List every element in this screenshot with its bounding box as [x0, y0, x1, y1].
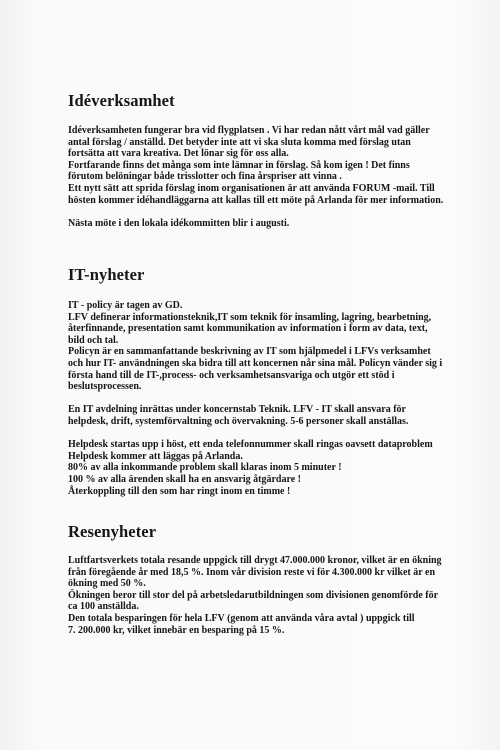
section-ideverksamhet — [68, 91, 488, 229]
paragraph: IT - policy är tagen av GD. LFV definerar informationsteknik,IT som teknik för insamling, lagring, bearbetning, återfinnande, presentation samt kommunikation av information i form av data, text, bild och tal. Policyn är en sammanfattande beskrivning av IT som hjälpmedel i LFVs verksamhet och hur IT- användningen ska bidra till att koncernen når sina mål. Policyn vänder sig i första hand till de IT-,process- och verksamhetsansvariga och utgör ett stöd i beslutsprocessen. — [68, 300, 443, 393]
section-it-nyheter — [68, 265, 488, 497]
paragraph: Luftfartsverkets totala resande uppgick till drygt 47.000.000 kronor, vilket är en ökning från föregående år med 18,5 %. Inom vår division reste vi för 4.300.000 kr vilket är en ökning med 50 %. Ökningen beror till stor del på arbetsledarutbildningen som divisionen genomförde för ca 100 anställda. Den totala besparingen för hela LFV (genom att använda våra avtal ) uppgick till 7. 200.000 kr, vilket innebär en besparing på 15 %. — [68, 555, 442, 636]
paragraph: Nästa möte i den lokala idékommitten blir i augusti. — [68, 217, 290, 229]
section-resenyheter — [68, 522, 488, 636]
paragraph: Helpdesk startas upp i höst, ett enda telefonnummer skall ringas oavsett dataproblem Helpdesk kommer att läggas på Arlanda. 80% av alla inkommande problem skall klaras inom 5 minuter ! 100 % av alla ärenden skall ha en ansvarig åtgärdare ! Återkoppling till den som har ringt inom en timme ! — [68, 439, 433, 497]
section-body — [68, 555, 488, 636]
paragraph: Idéverksamheten fungerar bra vid flygplatsen . Vi har redan nått vårt mål vad gäller antal förslag / anställd. Det betyder inte att vi ska sluta komma med förslag utan fortsätta att vara kreativa. Det lönar sig för oss alla. Fortfarande finns det många som inte lämnar in förslag. Så kom igen ! Det finns förutom belöningar både trisslotter och fina årspriser att vinna . Ett nytt sätt att sprida förslag inom organisationen är att använda FORUM -mail. Till hösten kommer idéhandläggarna att kallas till ett möte på Arlanda för mer information. — [68, 125, 444, 206]
paragraph: En IT avdelning inrättas under koncernstab Teknik. LFV - IT skall ansvara för helpdesk, drift, systemförvaltning och övervakning. 5-6 personer skall anställas. — [68, 404, 409, 427]
section-heading: Idéverksamhet — [68, 91, 175, 110]
section-body — [68, 125, 488, 229]
section-heading: Resenyheter — [68, 522, 157, 541]
section-heading: IT-nyheter — [68, 265, 145, 284]
section-body — [68, 300, 488, 497]
